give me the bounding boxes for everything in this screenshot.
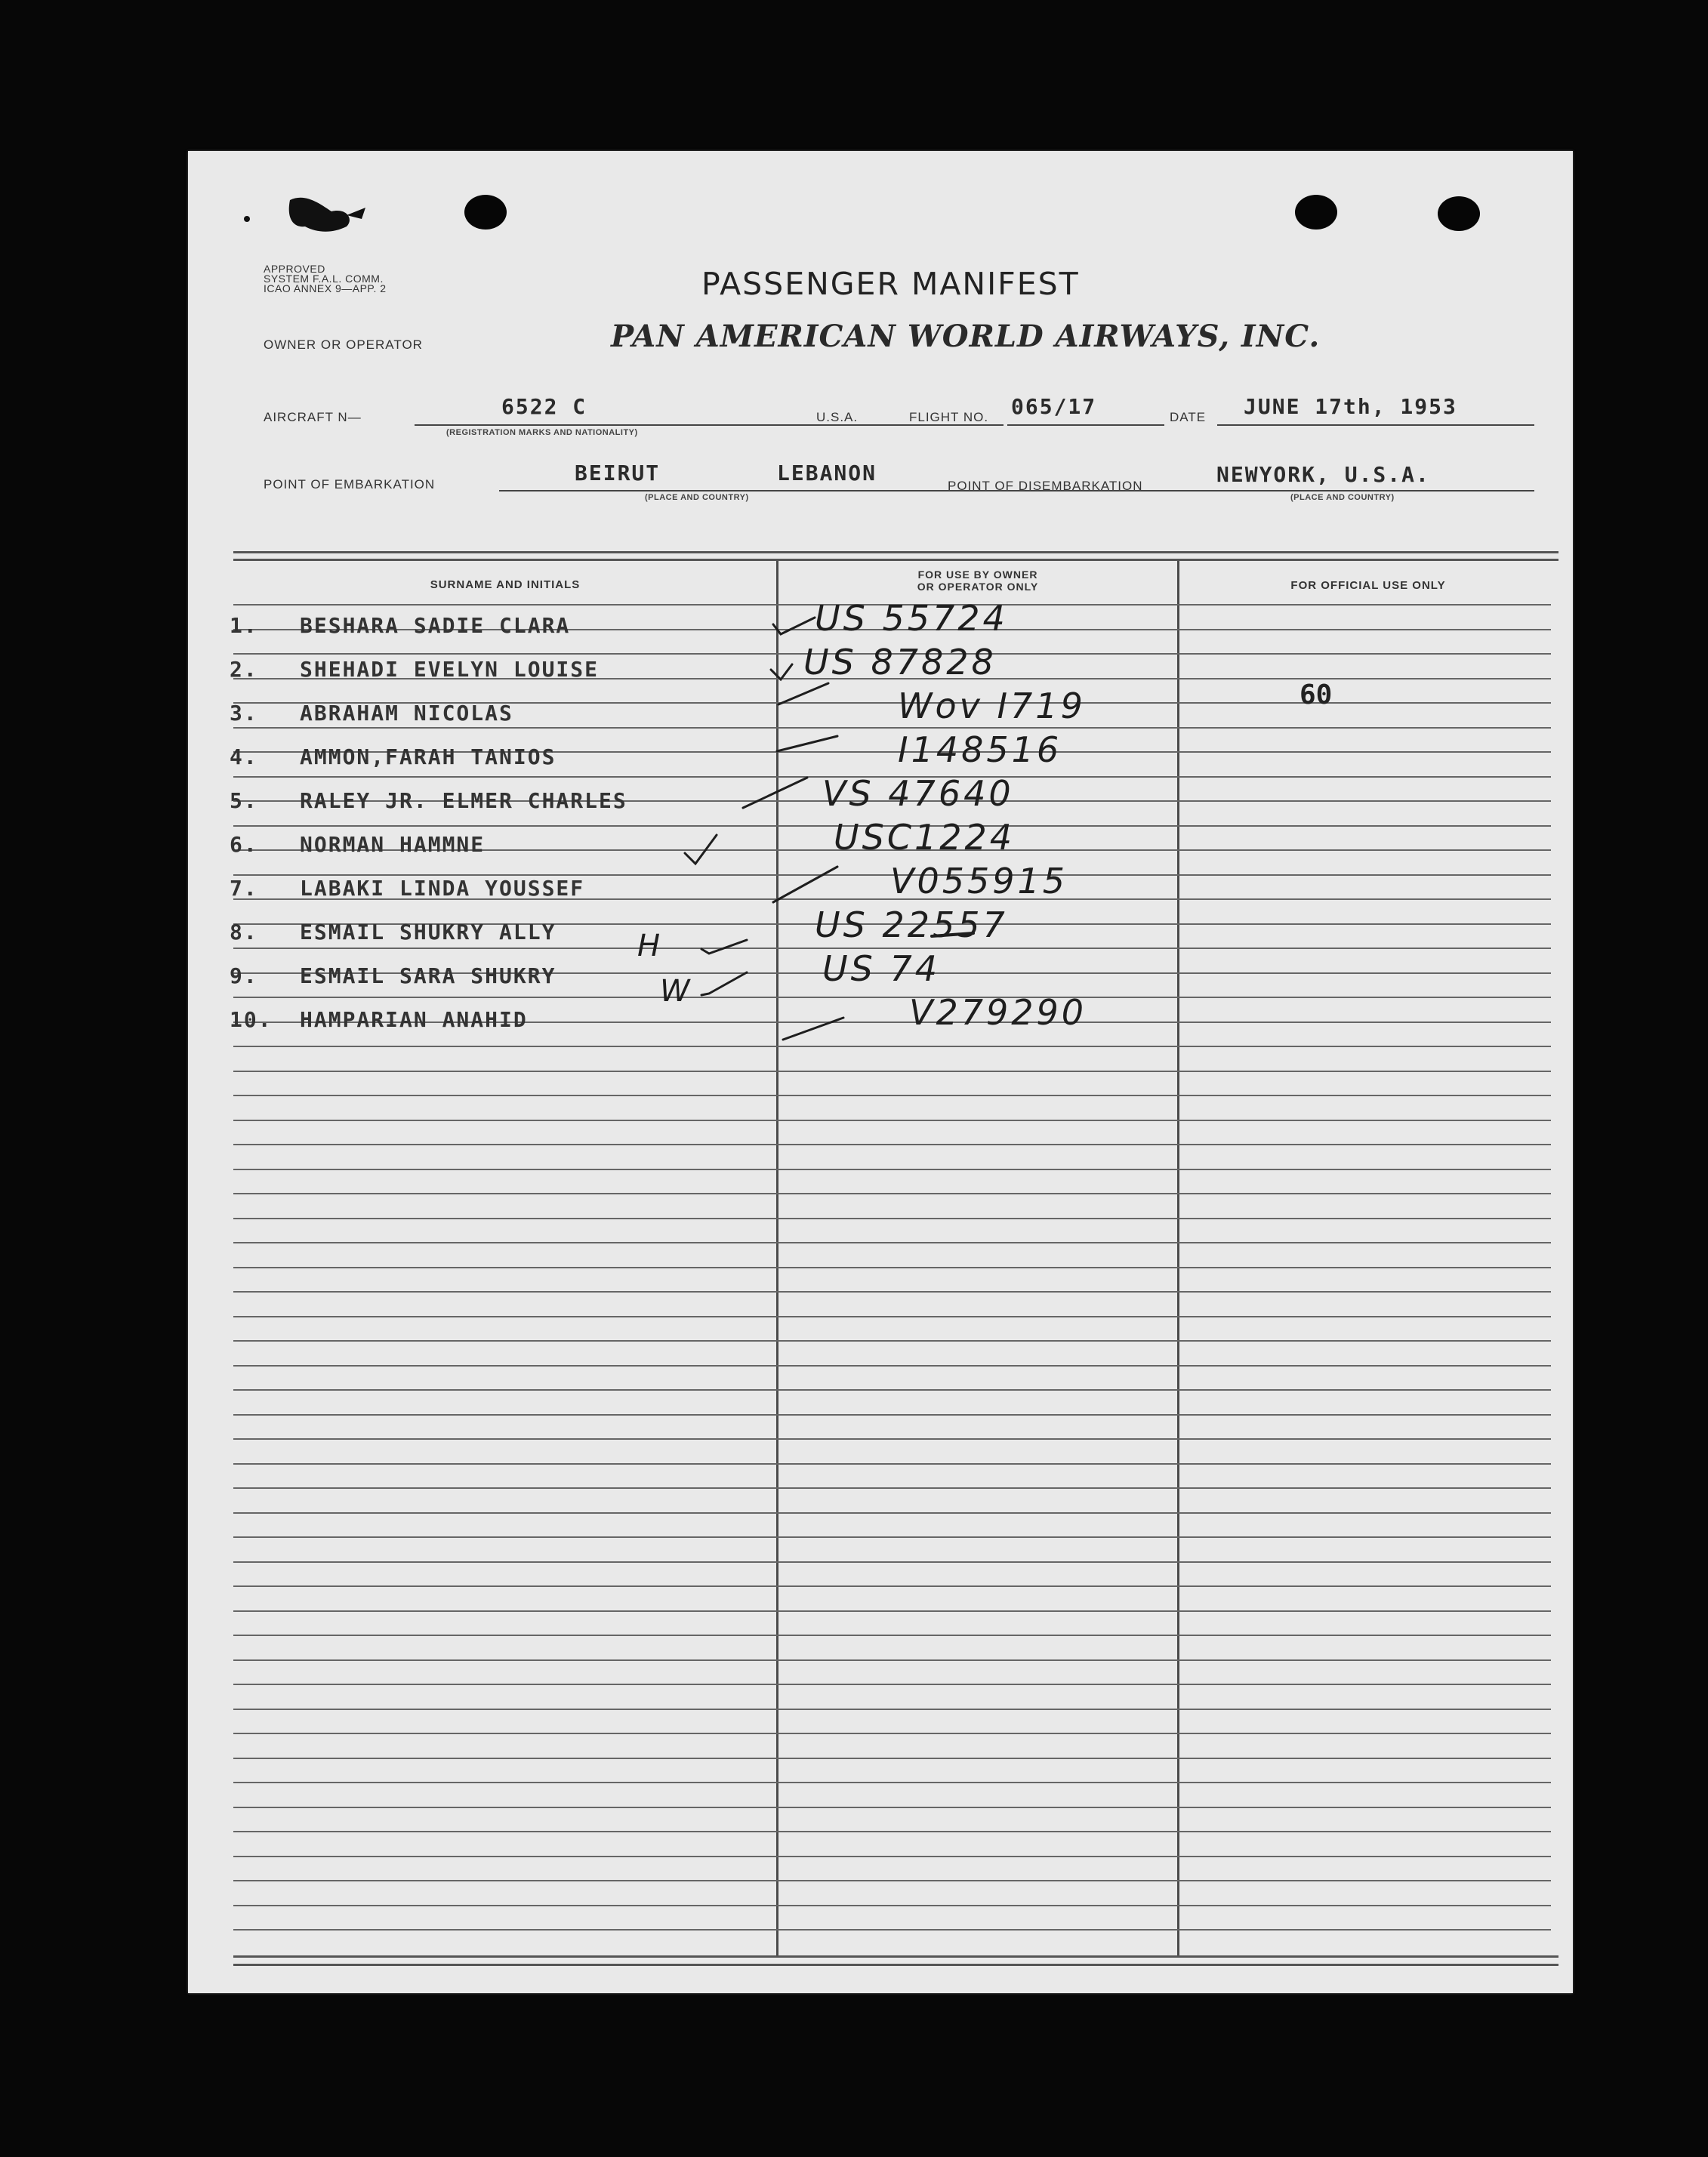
disembarkation-label: POINT OF DISEMBARKATION bbox=[948, 479, 1143, 493]
passenger-name: LABAKI LINDA YOUSSEF bbox=[300, 876, 585, 901]
passenger-number: 8. bbox=[230, 920, 258, 944]
passport-note: V055915 bbox=[890, 861, 1068, 901]
date-label: DATE bbox=[1170, 410, 1207, 424]
passenger-name: RALEY JR. ELMER CHARLES bbox=[300, 788, 627, 813]
passport-note: USC1224 bbox=[834, 817, 1016, 858]
passport-note: US 74 bbox=[822, 948, 941, 989]
operator-name: PAN AMERICAN WORLD AIRWAYS, INC. bbox=[611, 319, 1321, 354]
passport-note: VS 47640 bbox=[822, 773, 1014, 814]
embarkation-label: POINT OF EMBARKATION bbox=[264, 477, 436, 491]
passenger-number: 4. bbox=[230, 744, 258, 769]
passenger-name: ABRAHAM NICOLAS bbox=[300, 701, 513, 726]
passenger-name: BESHARA SADIE CLARA bbox=[300, 613, 571, 638]
manifest-sheet bbox=[188, 151, 1573, 1993]
official-mark: 60 bbox=[1299, 679, 1333, 710]
passenger-number: 9. bbox=[230, 963, 258, 988]
passport-note: US 22557 bbox=[815, 904, 1008, 945]
place-note-2: (PLACE AND COUNTRY) bbox=[1290, 493, 1395, 502]
flight-label: FLIGHT NO. bbox=[909, 410, 989, 424]
owner-label: OWNER OR OPERATOR bbox=[264, 337, 423, 352]
approval-note: APPROVED SYSTEM F.A.L. COMM. ICAO ANNEX 9—APP. 2 bbox=[264, 263, 387, 294]
embarkation-city: BEIRUT bbox=[575, 461, 661, 485]
embarkation-country: LEBANON bbox=[777, 461, 877, 485]
passenger-name: NORMAN HAMMNE bbox=[300, 832, 486, 857]
passenger-number: 5. bbox=[230, 788, 258, 813]
passenger-number: 10. bbox=[230, 1007, 273, 1032]
page-title: PASSENGER MANIFEST bbox=[701, 266, 1080, 302]
passport-note: I148516 bbox=[898, 729, 1062, 770]
passport-note: US 55724 bbox=[815, 598, 1008, 639]
column-header-names: SURNAME AND INITIALS bbox=[430, 578, 581, 591]
date-value: JUNE 17th, 1953 bbox=[1244, 394, 1457, 419]
column-header-owner: FOR USE BY OWNER OR OPERATOR ONLY bbox=[917, 569, 1039, 593]
passenger-name: HAMPARIAN ANAHID bbox=[300, 1007, 528, 1032]
checkmarks bbox=[188, 151, 1573, 1993]
hand-mark-h: H bbox=[637, 929, 664, 963]
passenger-number: 6. bbox=[230, 832, 258, 857]
passport-note: US 87828 bbox=[803, 642, 997, 683]
passenger-number: 2. bbox=[230, 657, 258, 682]
hand-mark-w: W bbox=[660, 974, 693, 1009]
passport-note: V279290 bbox=[909, 992, 1087, 1033]
passenger-name: ESMAIL SARA SHUKRY bbox=[300, 963, 556, 988]
passenger-number: 3. bbox=[230, 701, 258, 726]
flight-value: 065/17 bbox=[1011, 394, 1097, 419]
disembarkation-value: NEWYORK, U.S.A. bbox=[1216, 462, 1430, 487]
aircraft-label: AIRCRAFT N— bbox=[264, 410, 362, 424]
passenger-number: 1. bbox=[230, 613, 258, 638]
column-header-official: FOR OFFICIAL USE ONLY bbox=[1290, 579, 1446, 592]
passenger-name: ESMAIL SHUKRY ALLY bbox=[300, 920, 556, 944]
passenger-name: AMMON,FARAH TANIOS bbox=[300, 744, 556, 769]
aircraft-value: 6522 C bbox=[501, 394, 587, 419]
passenger-number: 7. bbox=[230, 876, 258, 901]
registration-note: (REGISTRATION MARKS AND NATIONALITY) bbox=[446, 428, 638, 437]
passenger-name: SHEHADI EVELYN LOUISE bbox=[300, 657, 600, 682]
usa-label: U.S.A. bbox=[816, 410, 859, 424]
place-note: (PLACE AND COUNTRY) bbox=[645, 493, 749, 502]
passport-note: Wov I719 bbox=[898, 686, 1086, 726]
